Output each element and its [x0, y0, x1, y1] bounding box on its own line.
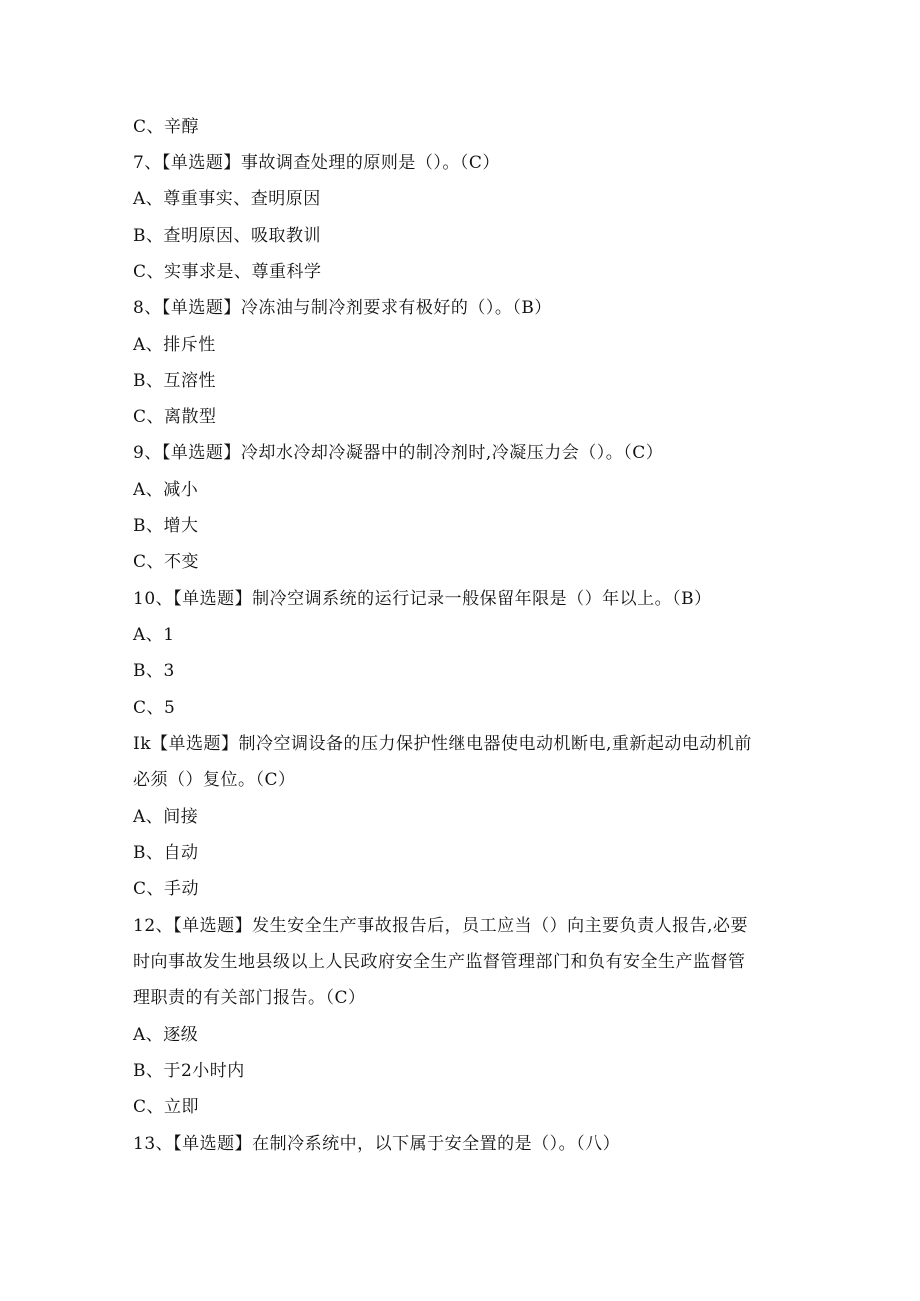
question-line: 10、【单选题】制冷空调系统的运行记录一般保留年限是（）年以上。（B）: [133, 589, 712, 609]
option-line: C、离散型: [133, 407, 217, 427]
option-line: C、实事求是、尊重科学: [133, 262, 322, 282]
option-line: B、互溶性: [133, 371, 216, 391]
option-line: A、1: [133, 625, 175, 645]
question-line: 8、【单选题】冷冻油与制冷剂要求有极好的（）。（B）: [133, 298, 552, 318]
question-line: 理职责的有关部门报告。（C）: [133, 988, 366, 1008]
option-line: A、排斥性: [133, 335, 216, 355]
option-line: A、减小: [133, 480, 199, 500]
option-line: B、查明原因、吸取教训: [133, 226, 321, 246]
option-line: C、立即: [133, 1097, 200, 1117]
option-line: A、间接: [133, 807, 199, 827]
question-line: 必须（）复位。（C）: [133, 770, 296, 790]
question-line: 时向事故发生地县级以上人民政府安全生产监督管理部门和负有安全生产监督管: [133, 952, 746, 972]
question-line: 7、【单选题】事故调查处理的原则是（）。（C）: [133, 153, 500, 173]
question-line: Ik【单选题】制冷空调设备的压力保护性继电器使电动机断电,重新起动电动机前: [133, 734, 752, 754]
question-line: 9、【单选题】冷却水冷却冷凝器中的制冷剂时,冷凝压力会（）。（C）: [133, 443, 664, 463]
option-line: B、增大: [133, 516, 199, 536]
question-line: 13、【单选题】在制冷系统中，以下属于安全置的是（）。（八）: [133, 1134, 621, 1154]
option-line: B、3: [133, 661, 175, 681]
option-line: B、于2小时内: [133, 1061, 245, 1081]
option-line: C、不变: [133, 552, 200, 572]
option-line: A、尊重事实、查明原因: [133, 189, 321, 209]
option-line: A、逐级: [133, 1025, 199, 1045]
question-line: 12、【单选题】发生安全生产事故报告后，员工应当（）向主要负责人报告,必要: [133, 916, 749, 936]
option-line: C、辛醇: [133, 117, 200, 137]
option-line: C、手动: [133, 879, 200, 899]
option-line: C、5: [133, 698, 176, 718]
option-line: B、自动: [133, 843, 199, 863]
